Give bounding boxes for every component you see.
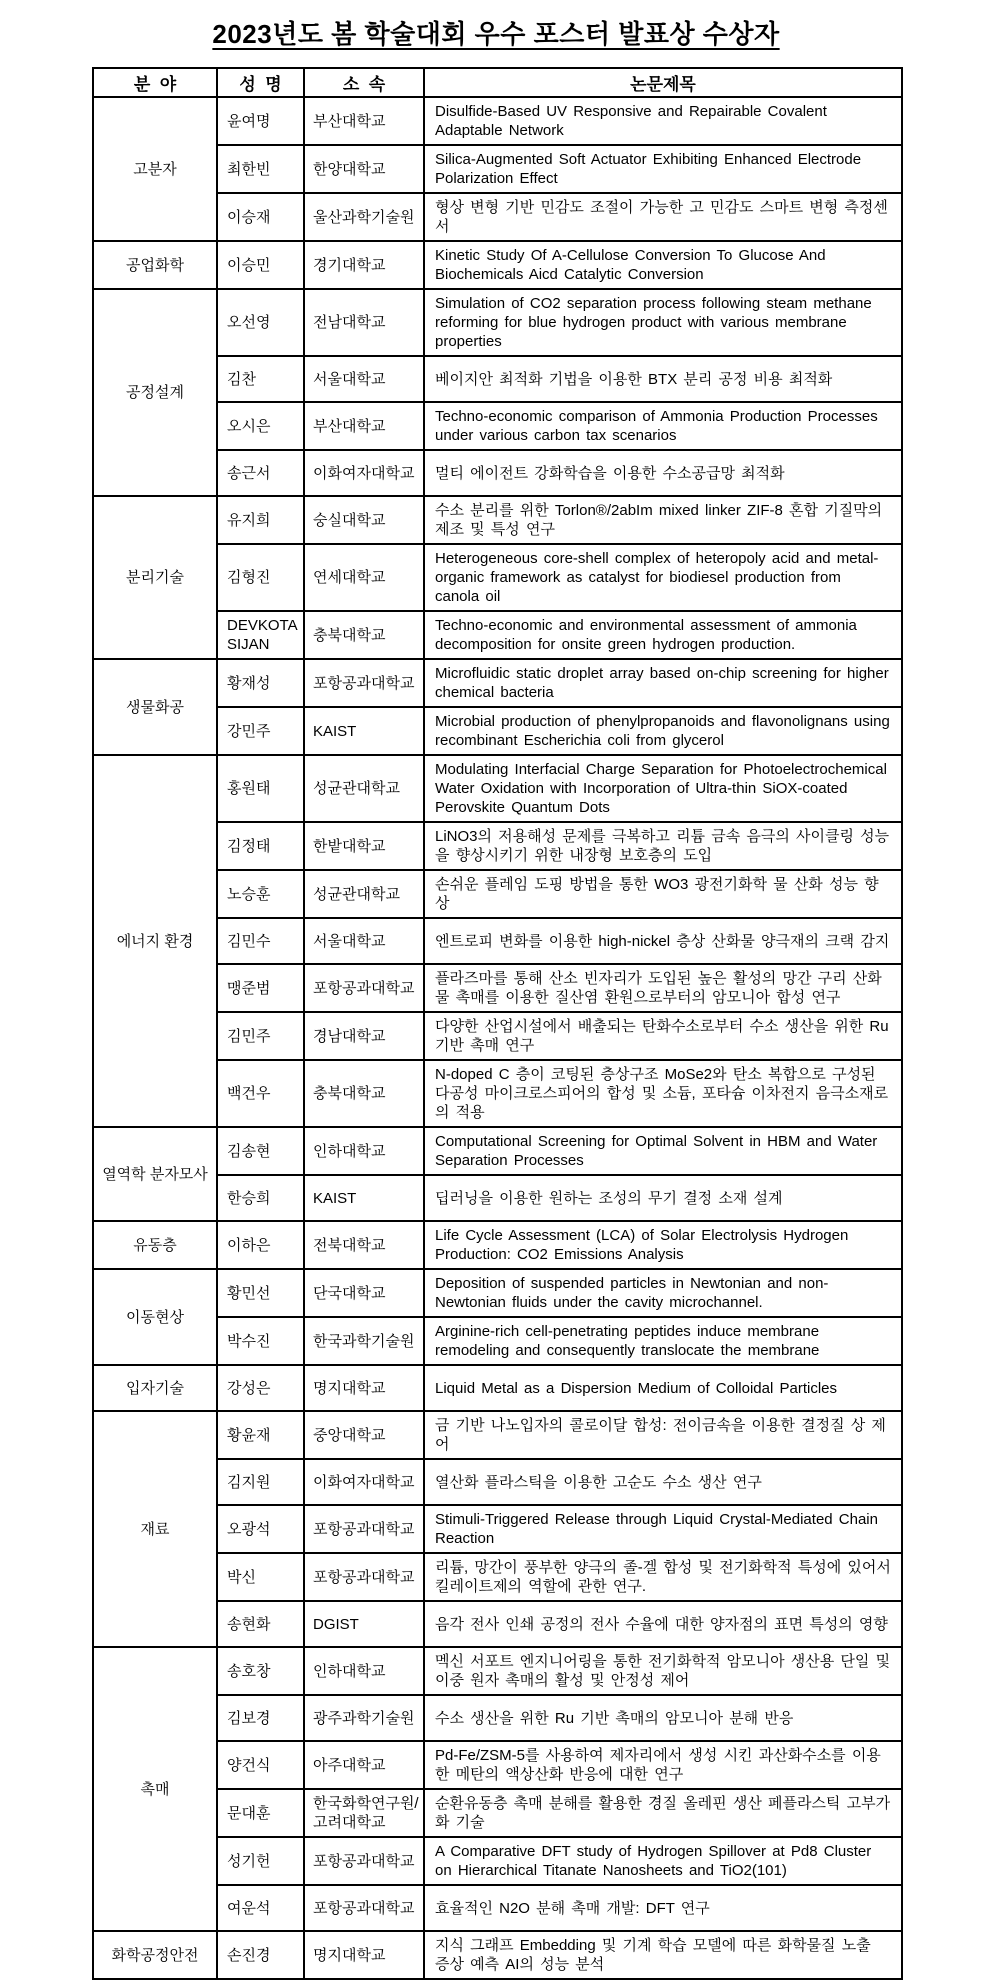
affiliation-cell: 포항공과대학교 [304, 1885, 424, 1931]
document-page [0, 14, 992, 1973]
title-cell: Arginine-rich cell-penetrating peptides induce membrane remodeling and consequently translocate the membrane [424, 1317, 902, 1365]
title-cell: LiNO3의 저용해성 문제를 극복하고 리튬 금속 음극의 사이클링 성능을 향상시키기 위한 내장형 보호층의 도입 [424, 822, 902, 870]
name-cell: 송호창 [217, 1647, 304, 1695]
name-cell: 최한빈 [217, 145, 304, 193]
title-cell: 음각 전사 인쇄 공정의 전사 수율에 대한 양자점의 표면 특성의 영향 [424, 1601, 902, 1647]
title-cell: Heterogeneous core-shell complex of heteropoly acid and metal-organic framework as catalyst for biodiesel production from canola oil [424, 544, 902, 611]
field-cell: 열역학 분자모사 [93, 1127, 217, 1221]
affiliation-cell: 인하대학교 [304, 1647, 424, 1695]
title-cell: 멀티 에이전트 강화학습을 이용한 수소공급망 최적화 [424, 450, 902, 496]
affiliation-cell: 경기대학교 [304, 241, 424, 289]
title-cell: N-doped C 층이 코팅된 층상구조 MoSe2와 탄소 복합으로 구성된 다공성 마이크로스피어의 합성 및 소듐, 포타슘 이차전지 음극소재로의 적용 [424, 1060, 902, 1127]
title-cell: Disulfide-Based UV Responsive and Repairable Covalent Adaptable Network [424, 97, 902, 145]
name-cell: 박수진 [217, 1317, 304, 1365]
affiliation-cell: 한양대학교 [304, 145, 424, 193]
title-cell: Life Cycle Assessment (LCA) of Solar Electrolysis Hydrogen Production: CO2 Emissions Analysis [424, 1221, 902, 1269]
affiliation-cell: 숭실대학교 [304, 496, 424, 544]
title-cell: 지식 그래프 Embedding 및 기계 학습 모델에 따른 화학물질 노출 증상 예측 AI의 성능 분석 [424, 1931, 902, 1979]
affiliation-cell: 이화여자대학교 [304, 450, 424, 496]
table-row [93, 1647, 902, 1695]
affiliation-cell: 성균관대학교 [304, 755, 424, 822]
affiliation-cell: 연세대학교 [304, 544, 424, 611]
affiliation-cell: 포항공과대학교 [304, 659, 424, 707]
name-cell: 송현화 [217, 1601, 304, 1647]
title-cell: Silica-Augmented Soft Actuator Exhibiting Enhanced Electrode Polarization Effect [424, 145, 902, 193]
name-cell: 강성은 [217, 1365, 304, 1411]
field-cell: 고분자 [93, 97, 217, 241]
name-cell: 백건우 [217, 1060, 304, 1127]
name-cell: 유지희 [217, 496, 304, 544]
title-cell: Deposition of suspended particles in Newtonian and non-Newtonian fluids under the cavity microchannel. [424, 1269, 902, 1317]
name-cell: 김형진 [217, 544, 304, 611]
title-cell: 손쉬운 플레임 도핑 방법을 통한 WO3 광전기화학 물 산화 성능 향상 [424, 870, 902, 918]
name-cell: 송근서 [217, 450, 304, 496]
title-cell: Microfluidic static droplet array based on-chip screening for higher chemical bacteria [424, 659, 902, 707]
page-title: 2023년도 봄 학술대회 우수 포스터 발표상 수상자 [212, 19, 780, 49]
name-cell: 오시은 [217, 402, 304, 450]
title-cell: 수소 분리를 위한 Torlon®/2abIm mixed linker ZIF-8 혼합 기질막의 제조 및 특성 연구 [424, 496, 902, 544]
table-row [93, 1269, 902, 1317]
affiliation-cell: 단국대학교 [304, 1269, 424, 1317]
affiliation-cell: 포항공과대학교 [304, 964, 424, 1012]
title-cell: 수소 생산을 위한 Ru 기반 촉매의 암모니아 분해 반응 [424, 1695, 902, 1741]
name-cell: 이승민 [217, 241, 304, 289]
title-cell: Microbial production of phenylpropanoids and flavonolignans using recombinant Escherichia coli from glycerol [424, 707, 902, 755]
affiliation-cell: 인하대학교 [304, 1127, 424, 1175]
name-cell: 김보경 [217, 1695, 304, 1741]
table-row [93, 1931, 902, 1979]
column-header-affiliation: 소 속 [304, 68, 424, 97]
affiliation-cell: 부산대학교 [304, 402, 424, 450]
affiliation-cell: 명지대학교 [304, 1365, 424, 1411]
affiliation-cell: KAIST [304, 1175, 424, 1221]
table-row [93, 241, 902, 289]
field-cell: 분리기술 [93, 496, 217, 659]
field-cell: 에너지 환경 [93, 755, 217, 1127]
title-cell: Pd-Fe/ZSM-5를 사용하여 제자리에서 생성 시킨 과산화수소를 이용한 메탄의 액상산화 반응에 대한 연구 [424, 1741, 902, 1789]
affiliation-cell: 중앙대학교 [304, 1411, 424, 1459]
affiliation-cell: 포항공과대학교 [304, 1553, 424, 1601]
affiliation-cell: KAIST [304, 707, 424, 755]
table-row [93, 755, 902, 822]
affiliation-cell: 충북대학교 [304, 611, 424, 659]
title-cell: 플라즈마를 통해 산소 빈자리가 도입된 높은 활성의 망간 구리 산화물 촉매를 이용한 질산염 환원으로부터의 암모니아 합성 연구 [424, 964, 902, 1012]
name-cell: 김찬 [217, 356, 304, 402]
affiliation-cell: 아주대학교 [304, 1741, 424, 1789]
name-cell: 여운석 [217, 1885, 304, 1931]
affiliation-cell: 충북대학교 [304, 1060, 424, 1127]
field-cell: 재료 [93, 1411, 217, 1647]
column-header-paper-title: 논문제목 [424, 68, 902, 97]
name-cell: 이승재 [217, 193, 304, 241]
affiliation-cell: 한국과학기술원 [304, 1317, 424, 1365]
affiliation-cell: 울산과학기술원 [304, 193, 424, 241]
field-cell: 공정설계 [93, 289, 217, 496]
name-cell: 오광석 [217, 1505, 304, 1553]
awards-table [92, 67, 903, 1980]
table-row [93, 1411, 902, 1459]
affiliation-cell: 경남대학교 [304, 1012, 424, 1060]
name-cell: 황민선 [217, 1269, 304, 1317]
name-cell: 문대훈 [217, 1789, 304, 1837]
field-cell: 입자기술 [93, 1365, 217, 1411]
title-cell: 형상 변형 기반 민감도 조절이 가능한 고 민감도 스마트 변형 측정센서 [424, 193, 902, 241]
affiliation-cell: 서울대학교 [304, 356, 424, 402]
name-cell: 황윤재 [217, 1411, 304, 1459]
name-cell: 강민주 [217, 707, 304, 755]
title-cell: Liquid Metal as a Dispersion Medium of Colloidal Particles [424, 1365, 902, 1411]
affiliation-cell: 서울대학교 [304, 918, 424, 964]
affiliation-cell: 부산대학교 [304, 97, 424, 145]
name-cell: 오선영 [217, 289, 304, 356]
table-row [93, 1365, 902, 1411]
field-cell: 생물화공 [93, 659, 217, 755]
table-row [93, 496, 902, 544]
field-cell: 이동현상 [93, 1269, 217, 1365]
name-cell: 노승훈 [217, 870, 304, 918]
title-cell: 딥러닝을 이용한 원하는 조성의 무기 결정 소재 설계 [424, 1175, 902, 1221]
name-cell: 김송현 [217, 1127, 304, 1175]
affiliation-cell: 전북대학교 [304, 1221, 424, 1269]
title-cell: Modulating Interfacial Charge Separation for Photoelectrochemical Water Oxidation with Incorporation of Ultra-thin SiOX-coated Perovskite Quantum Dots [424, 755, 902, 822]
affiliation-cell: 포항공과대학교 [304, 1505, 424, 1553]
affiliation-cell: DGIST [304, 1601, 424, 1647]
name-cell: 김정태 [217, 822, 304, 870]
title-cell: Stimuli-Triggered Release through Liquid Crystal-Mediated Chain Reaction [424, 1505, 902, 1553]
table-row [93, 97, 902, 145]
title-cell: A Comparative DFT study of Hydrogen Spillover at Pd8 Cluster on Hierarchical Titanate Nanosheets and TiO2(101) [424, 1837, 902, 1885]
affiliation-cell: 한밭대학교 [304, 822, 424, 870]
table-row [93, 1221, 902, 1269]
table-row [93, 659, 902, 707]
affiliation-cell: 명지대학교 [304, 1931, 424, 1979]
table-body [93, 97, 902, 1979]
name-cell: 김민수 [217, 918, 304, 964]
name-cell: 양건식 [217, 1741, 304, 1789]
field-cell: 촉매 [93, 1647, 217, 1931]
table-row [93, 289, 902, 356]
name-cell: 김민주 [217, 1012, 304, 1060]
title-cell: 엔트로피 변화를 이용한 high-nickel 층상 산화물 양극재의 크랙 감지 [424, 918, 902, 964]
title-cell: 베이지안 최적화 기법을 이용한 BTX 분리 공정 비용 최적화 [424, 356, 902, 402]
field-cell: 화학공정안전 [93, 1931, 217, 1979]
name-cell: 맹준범 [217, 964, 304, 1012]
table-row [93, 1127, 902, 1175]
name-cell: 윤여명 [217, 97, 304, 145]
name-cell: 김지원 [217, 1459, 304, 1505]
affiliation-cell: 전남대학교 [304, 289, 424, 356]
column-header-name: 성 명 [217, 68, 304, 97]
title-cell: 리튬, 망간이 풍부한 양극의 졸-겔 합성 및 전기화학적 특성에 있어서 킬레이트제의 역할에 관한 연구. [424, 1553, 902, 1601]
affiliation-cell: 한국화학연구원/고려대학교 [304, 1789, 424, 1837]
field-cell: 공업화학 [93, 241, 217, 289]
name-cell: 성기헌 [217, 1837, 304, 1885]
field-cell: 유동층 [93, 1221, 217, 1269]
name-cell: 황재성 [217, 659, 304, 707]
title-cell: 순환유동층 촉매 분해를 활용한 경질 올레핀 생산 페플라스틱 고부가화 기술 [424, 1789, 902, 1837]
title-cell: 금 기반 나노입자의 콜로이달 합성: 전이금속을 이용한 결정질 상 제어 [424, 1411, 902, 1459]
name-cell: 이하은 [217, 1221, 304, 1269]
title-cell: Kinetic Study Of A-Cellulose Conversion To Glucose And Biochemicals Aicd Catalytic Conversion [424, 241, 902, 289]
name-cell: DEVKOTA SIJAN [217, 611, 304, 659]
affiliation-cell: 이화여자대학교 [304, 1459, 424, 1505]
name-cell: 한승희 [217, 1175, 304, 1221]
name-cell: 박신 [217, 1553, 304, 1601]
column-header-field: 분 야 [93, 68, 217, 97]
title-cell: Simulation of CO2 separation process following steam methane reforming for blue hydrogen product with various membrane properties [424, 289, 902, 356]
title-cell: Techno-economic and environmental assessment of ammonia decomposition for onsite green hydrogen production. [424, 611, 902, 659]
title-cell: 다양한 산업시설에서 배출되는 탄화수소로부터 수소 생산을 위한 Ru 기반 촉매 연구 [424, 1012, 902, 1060]
affiliation-cell: 포항공과대학교 [304, 1837, 424, 1885]
table-header-row [93, 68, 902, 97]
title-cell: 효율적인 N2O 분해 촉매 개발: DFT 연구 [424, 1885, 902, 1931]
name-cell: 손진경 [217, 1931, 304, 1979]
title-cell: Computational Screening for Optimal Solvent in HBM and Water Separation Processes [424, 1127, 902, 1175]
title-cell: Techno-economic comparison of Ammonia Production Processes under various carbon tax scenarios [424, 402, 902, 450]
title-cell: 멕신 서포트 엔지니어링을 통한 전기화학적 암모니아 생산용 단일 및 이중 원자 촉매의 활성 및 안정성 제어 [424, 1647, 902, 1695]
affiliation-cell: 성균관대학교 [304, 870, 424, 918]
affiliation-cell: 광주과학기술원 [304, 1695, 424, 1741]
title-cell: 열산화 플라스틱을 이용한 고순도 수소 생산 연구 [424, 1459, 902, 1505]
name-cell: 홍원태 [217, 755, 304, 822]
